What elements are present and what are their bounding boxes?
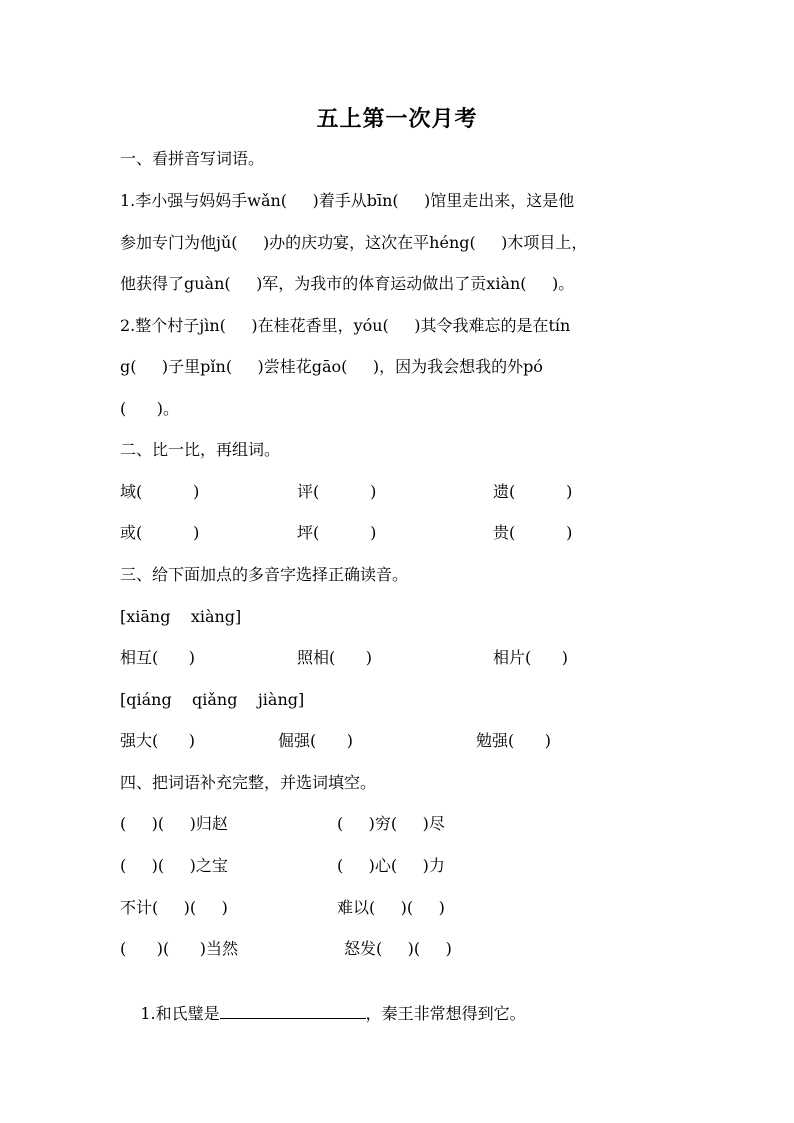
idiom-item: ( )( )当然 xyxy=(120,939,239,958)
word-group-item: 坪( ) xyxy=(297,523,377,542)
section3-heading: 三、给下面加点的多音字选择正确读音。 xyxy=(120,565,409,584)
section4-row-3 xyxy=(0,897,794,919)
idiom-item: ( )( )归赵 xyxy=(120,814,228,833)
word-group-item: 评( ) xyxy=(297,482,377,501)
idiom-item: 难以( )( ) xyxy=(337,898,445,917)
section3-row-1 xyxy=(0,647,794,669)
polyphone-item: 勉强( ) xyxy=(476,731,552,750)
section2-row-2 xyxy=(0,522,794,544)
page-title: 五上第一次月考 xyxy=(316,106,478,132)
section3-row-2 xyxy=(0,730,794,752)
idiom-item: ( )穷( )尽 xyxy=(337,814,445,833)
word-group-item: 贵( ) xyxy=(493,523,573,542)
word-group-item: 域( ) xyxy=(120,482,200,501)
fill-blank-question-1 xyxy=(120,980,526,1047)
section1-line-6: ( )。 xyxy=(120,399,180,418)
section1-line-3: 他获得了guàn( )军，为我市的体育运动做出了贡xiàn( )。 xyxy=(120,274,575,293)
pinyin-options-1: [xiāng xiàng] xyxy=(120,607,242,626)
idiom-item: 不计( )( ) xyxy=(120,898,228,917)
answer-blank[interactable] xyxy=(220,1002,366,1019)
polyphone-item: 照相( ) xyxy=(297,648,373,667)
idiom-item: 怒发( )( ) xyxy=(344,939,452,958)
section1-line-1: 1.李小强与妈妈手wǎn( )着手从bīn( )馆里走出来，这是他 xyxy=(120,191,575,210)
polyphone-item: 相互( ) xyxy=(120,648,196,667)
section2-row-1 xyxy=(0,481,794,503)
polyphone-item: 强大( ) xyxy=(120,731,196,750)
question1-suffix: ，秦王非常想得到它。 xyxy=(365,1004,526,1023)
idiom-item: ( )( )之宝 xyxy=(120,856,228,875)
section4-row-1 xyxy=(0,813,794,835)
idiom-item: ( )心( )力 xyxy=(337,856,445,875)
section4-heading: 四、把词语补充完整，并选词填空。 xyxy=(120,773,377,792)
section1-line-5: g( )子里pǐn( )尝桂花gāo( )，因为我会想我的外pó xyxy=(120,357,543,376)
polyphone-item: 相片( ) xyxy=(493,648,569,667)
section1-line-4: 2.整个村子jìn( )在桂花香里，yóu( )其令我难忘的是在tín xyxy=(120,316,571,335)
section1-heading: 一、看拼音写词语。 xyxy=(120,149,265,168)
section1-line-2: 参加专门为他jǔ( )办的庆功宴，这次在平héng( )木项目上， xyxy=(120,233,588,252)
pinyin-options-2: [qiáng qiǎng jiàng] xyxy=(120,690,305,709)
section4-row-4 xyxy=(0,938,794,960)
word-group-item: 或( ) xyxy=(120,523,200,542)
word-group-item: 遗( ) xyxy=(493,482,573,501)
question1-prefix: 1.和氏璧是 xyxy=(140,1004,220,1023)
polyphone-item: 倔强( ) xyxy=(278,731,354,750)
section4-row-2 xyxy=(0,855,794,877)
section2-heading: 二、比一比，再组词。 xyxy=(120,440,281,459)
